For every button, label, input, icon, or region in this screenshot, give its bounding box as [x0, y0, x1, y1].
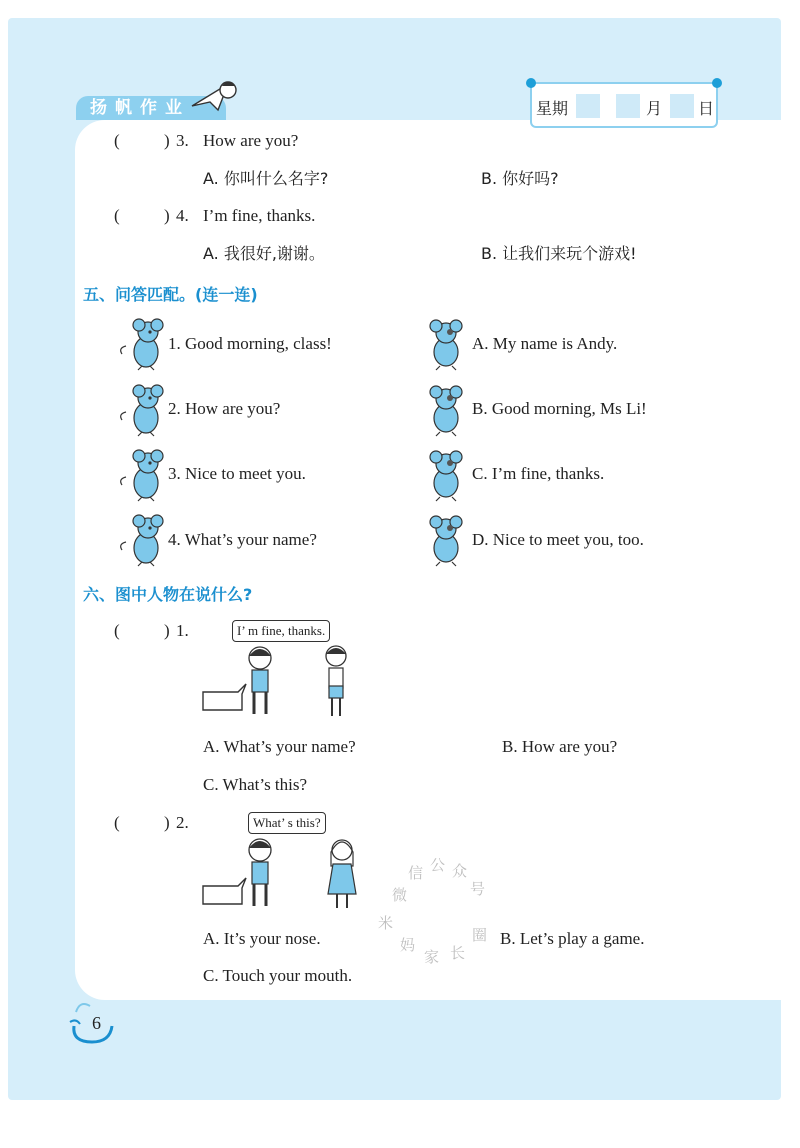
question-number: 1. — [176, 621, 189, 640]
pin-icon — [712, 78, 722, 88]
option-b: B. Let’s play a game. — [500, 929, 645, 948]
svg-text:号: 号 — [470, 880, 486, 898]
answer-paren-open: ( — [114, 206, 120, 225]
match-left-item[interactable]: 3. Nice to meet you. — [168, 464, 306, 483]
speech-bubble: What’ s this? — [248, 812, 326, 834]
mouse-icon — [424, 384, 472, 440]
month-blank[interactable] — [616, 94, 640, 118]
answer-paren-close: ) — [164, 131, 170, 150]
match-right-item[interactable]: A. My name is Andy. — [472, 334, 618, 353]
svg-text:信: 信 — [408, 864, 424, 882]
match-left-item[interactable]: 1. Good morning, class! — [168, 334, 332, 353]
mouse-icon — [118, 449, 166, 505]
answer-paren-close: ) — [164, 813, 170, 832]
match-right-item[interactable]: C. I’m fine, thanks. — [472, 464, 605, 483]
mouse-icon — [118, 318, 166, 374]
answer-paren-open: ( — [114, 131, 120, 150]
svg-text:众: 众 — [452, 862, 468, 880]
week-blank[interactable] — [576, 94, 600, 118]
watermark-stamp — [370, 850, 500, 980]
month-label: 月 — [646, 99, 663, 118]
question-text: How are you? — [203, 131, 299, 150]
svg-text:微: 微 — [392, 886, 408, 904]
svg-text:圈: 圈 — [472, 926, 488, 944]
svg-text:公: 公 — [430, 856, 446, 874]
mouse-icon — [118, 514, 166, 570]
option-c: C. Touch your mouth. — [203, 966, 353, 985]
answer-paren-close: ) — [164, 206, 170, 225]
option-a: A. 你叫什么名字? — [203, 169, 329, 188]
answer-paren-close: ) — [164, 621, 170, 640]
match-left-item[interactable]: 4. What’s your name? — [168, 530, 317, 549]
match-right-item[interactable]: D. Nice to meet you, too. — [472, 530, 644, 549]
mouse-icon — [424, 514, 472, 570]
option-a: A. It’s your nose. — [203, 929, 321, 948]
option-b: B. 你好吗? — [481, 169, 559, 188]
answer-paren-open: ( — [114, 813, 120, 832]
answer-paren-open: ( — [114, 621, 120, 640]
option-b: B. 让我们来玩个游戏! — [481, 244, 637, 263]
date-box — [530, 82, 718, 128]
option-c: C. What’s this? — [203, 775, 308, 794]
question-number: 2. — [176, 813, 189, 832]
svg-text:妈: 妈 — [400, 936, 416, 954]
option-a: A. 我很好,谢谢。 — [203, 244, 325, 263]
brand-banner: 扬帆作业 — [76, 96, 226, 120]
svg-text:米: 米 — [378, 914, 394, 932]
match-left-item[interactable]: 2. How are you? — [168, 399, 281, 418]
question-text: I’m fine, thanks. — [203, 206, 316, 225]
svg-text:长: 长 — [450, 944, 466, 962]
speech-bubble: I’ m fine, thanks. — [232, 620, 330, 642]
mouse-icon — [424, 318, 472, 374]
section-5-title: 五、问答匹配。(连一连) — [83, 285, 258, 304]
pin-icon — [526, 78, 536, 88]
mouse-icon — [118, 384, 166, 440]
option-b: B. How are you? — [502, 737, 618, 756]
paper-plane-icon — [188, 76, 240, 116]
match-right-item[interactable]: B. Good morning, Ms Li! — [472, 399, 647, 418]
question-number: 4. — [176, 206, 189, 225]
option-a: A. What’s your name? — [203, 737, 356, 756]
svg-text:家: 家 — [424, 948, 440, 966]
page-number: 6 — [92, 1013, 101, 1033]
section-6-title: 六、图中人物在说什么? — [83, 585, 253, 604]
day-label: 日 — [698, 99, 715, 118]
question-number: 3. — [176, 131, 189, 150]
day-blank[interactable] — [670, 94, 694, 118]
week-label: 星期 — [536, 99, 569, 118]
mouse-icon — [424, 449, 472, 505]
